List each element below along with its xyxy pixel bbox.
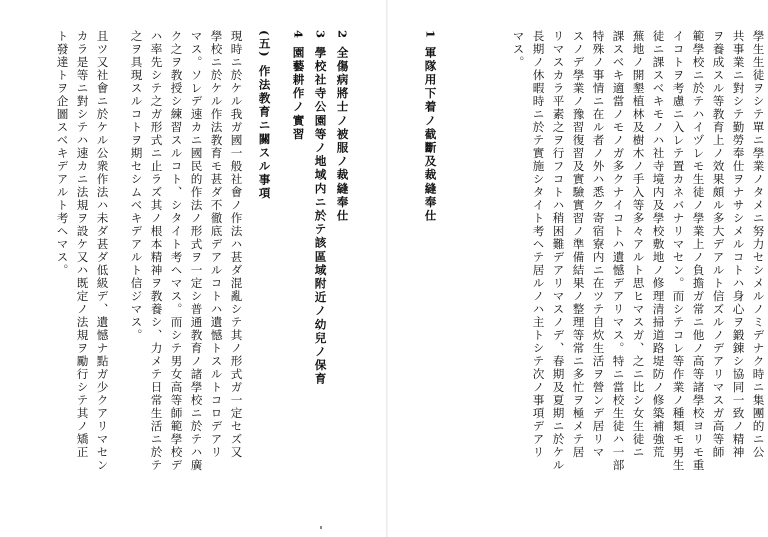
text-column: マス。ソレデ速カニ國民的作法ノ形式ヲ一定シ普通教育ノ諸學校ニ於テハ廣	[189, 30, 204, 472]
text-column: 學生生徒ヲシテ單ニ學業ノタメニ努力セシメルノミデナク時ニ集團的ニ公	[751, 30, 766, 459]
text-column: 範學校ニ於テハイヅレモ生徒ノ學業上ノ負擔ガ常ニ他ノ高等諸學校ヨリモ重	[691, 30, 706, 472]
text-column: 學校ニ於ケル作法教育モ甚ダ不徹底デアルコトハ遺憾トスルトコロデアリ	[209, 30, 224, 459]
text-column: 且ツ又社會ニ於ケル公衆作法ハ未ダ甚ダ低級デ、遺憾ナ點ガ少クアリマセン	[95, 30, 110, 472]
list-item-2: 2 全傷病將士ノ被服ノ裁縫奉仕	[335, 30, 350, 223]
text-column: イコトヲ考慮ニ入レテ置カネバナリマセン。而シテコレ等作業ノ種類モ男生	[671, 30, 686, 472]
text-column: ハ率先シテ之ガ形式ニ止ラズ其ノ根本精神ヲ教養シ、力メテ日常生活ニ於テ	[149, 30, 164, 472]
text-column: 課スベキ適當ノモノガ多クナイコトハ遺憾デアリマス。特ニ當校生徒ハ一部	[611, 30, 626, 472]
text-column: ト發達トヲ企圖スベキデアルト考ヘマス。	[55, 30, 70, 277]
right-page	[390, 0, 768, 537]
list-item-3: 3 學校社寺公園等ノ地域内ニ於テ該區域附近ノ幼兒ノ保育	[313, 30, 328, 387]
text-column: 現時ニ於ケル我ガ國一般社會ノ作法ハ甚ダ混亂シテ其ノ形式ガ一定セズ又	[229, 30, 244, 459]
text-column: リマスカラ平素之ヲ行フコトハ稍困難デアリマスノデ、春期及夏期ニ於ケル	[551, 30, 566, 472]
text-column: 共事業ニ對シテ勤勞奉仕ヲナサシメルコトハ身心ヲ鍛錬シ協同一致ノ精神	[731, 30, 746, 459]
text-column: スノデ學業ノ豫習復習及實驗實習ノ準備結果ノ整理等常ニ多忙ヲ極メテ居	[571, 30, 586, 459]
text-column: ク之ヲ教授シ練習スルコト、シタイト考ヘマス。而シテ男女高等師範學校デ	[169, 30, 184, 472]
text-column: 蕪地ノ開墾植林及樹木ノ手入等多々アルト思ヒマスガ、之ニ比シ女生徒ニ	[631, 30, 646, 459]
text-column: ヲ養成スル等教育上ノ效果頗ル多大デアルト信ズルノデアリマスガ高等師	[711, 30, 726, 459]
text-column: 徒ニ課スベキモノハ社寺境内及學校敷地ノ修理清掃道路堤防ノ修築補強荒	[651, 30, 666, 459]
text-column: マス。	[511, 30, 526, 69]
page-speck	[320, 526, 322, 529]
text-column: カラ是等ニ對シテハ速カニ法規ヲ設ケ又ハ既定ノ法規ヲ勵行シテ其ノ矯正	[75, 30, 90, 459]
section-heading: (五) 作法教育ニ關スル事項	[257, 30, 272, 201]
list-item-4: 4 園藝耕作ノ實習	[291, 30, 306, 142]
list-item-1: 1 軍隊用下着ノ截斷及裁縫奉仕	[423, 30, 438, 223]
text-column: 長期ノ休暇時ニ於テ實施シタイト考ヘテ居ルノハ主トシテ次ノ事項デアリ	[531, 30, 546, 459]
text-column: 特殊ノ事情ニ在ル者ノ外ハ悉ク寄宿寮内ニ在ツテ自炊生活ヲ營ンデ居リマ	[591, 30, 606, 459]
text-column: 之ヲ具現スルコトヲ期セシムベキデアルト信ジマス。	[129, 30, 144, 342]
